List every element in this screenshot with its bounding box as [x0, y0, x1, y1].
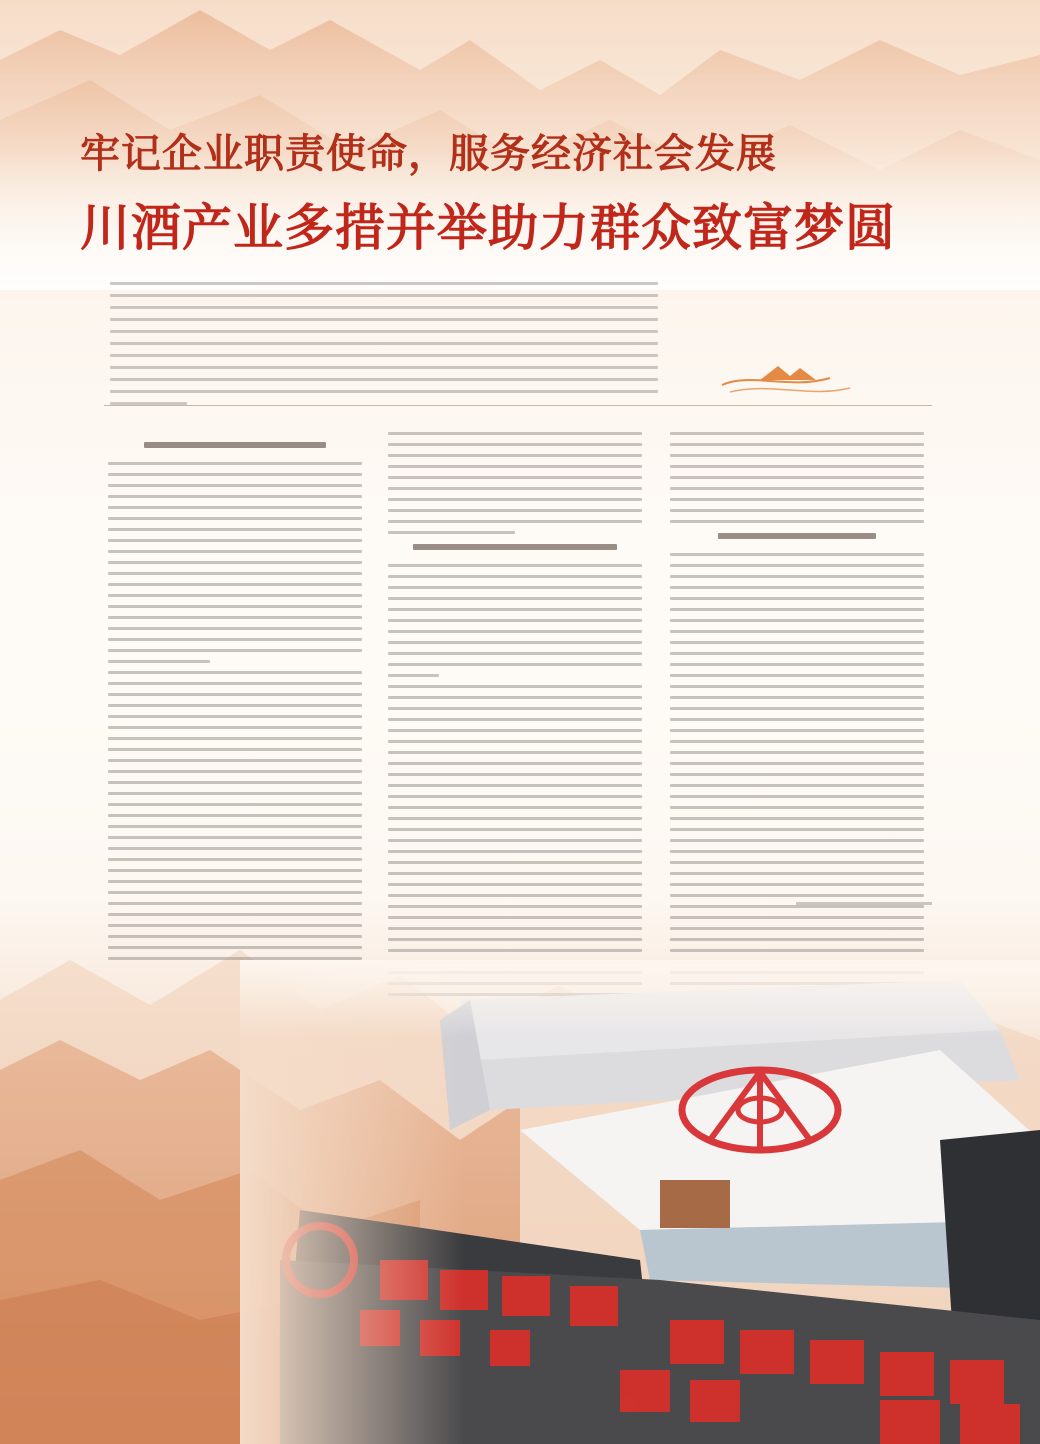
section-heading-2 [413, 544, 616, 550]
section-divider [104, 405, 932, 406]
article-column-1 [108, 432, 362, 968]
decorative-mountain-icon [722, 366, 850, 392]
headline: 牢记企业职责使命，服务经济社会发展 [80, 130, 777, 177]
lead-paragraph [110, 282, 658, 414]
subheadline: 川酒产业多措并举助力群众致富梦圆 [80, 198, 896, 257]
section-heading-3 [718, 533, 875, 539]
section-heading-1 [144, 442, 327, 448]
article-column-2 [388, 432, 642, 1004]
article-column-3 [670, 432, 924, 1015]
author-byline [796, 902, 932, 905]
aerial-greenhouse-photo [240, 960, 1040, 1444]
